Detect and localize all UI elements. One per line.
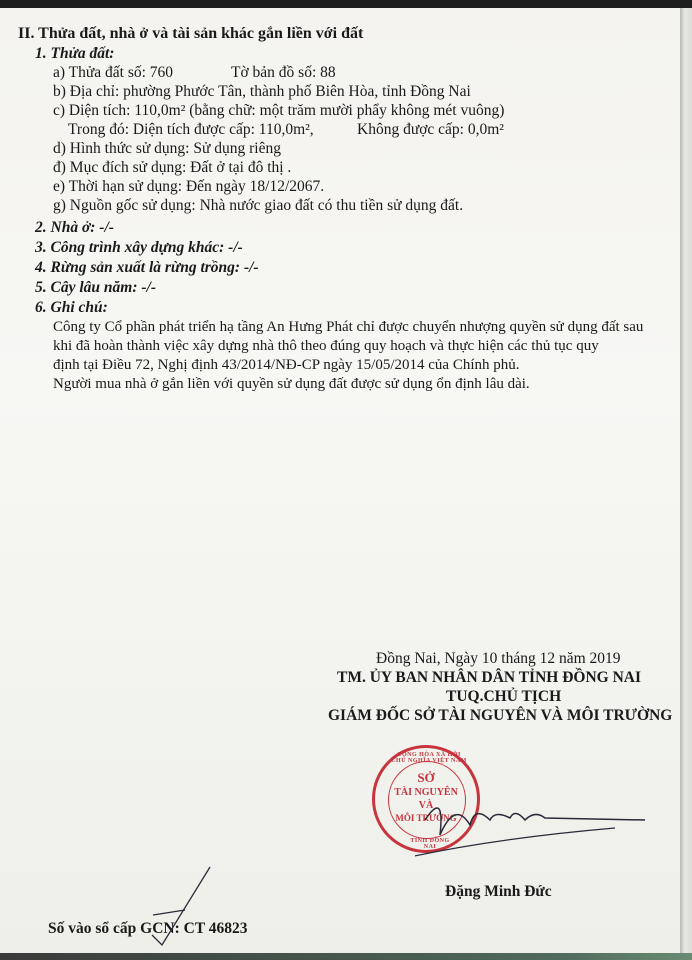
land-heading: 1. Thửa đất: xyxy=(35,45,115,62)
authority-line-3: GIÁM ĐỐC SỞ TÀI NGUYÊN VÀ MÔI TRƯỜNG xyxy=(328,707,673,724)
area: c) Diện tích: 110,0m² (bằng chữ: một trăm mười phẩy không mét vuông) xyxy=(53,102,505,119)
note-line: khi đã hoàn thành việc xây dựng nhà thô theo đúng quy hoạch và thực hiện các thủ tục quy xyxy=(53,338,599,354)
page-fold-edge xyxy=(680,8,692,953)
house-item: 2. Nhà ở: -/- xyxy=(35,219,114,236)
parcel-number: a) Thửa đất số: 760 xyxy=(53,64,174,81)
note-line: Người mua nhà ở gắn liền với quyền sử dụng đất được sử dụng ổn định lâu dài. xyxy=(53,376,530,392)
production-forest-item: 4. Rừng sản xuất là rừng trồng: -/- xyxy=(35,259,259,276)
date-line: Đồng Nai, Ngày 10 tháng 12 năm 2019 xyxy=(376,650,621,667)
seal-line: TÀI NGUYÊN xyxy=(394,787,458,798)
note-line: Công ty Cổ phần phát triển hạ tầng An Hưng Phát chỉ được chuyển nhượng quyền sử dụng đất sau xyxy=(53,319,644,335)
usage-origin: g) Nguồn gốc sử dụng: Nhà nước giao đất có thu tiền sử dụng đất. xyxy=(53,197,464,214)
perennial-trees-item: 5. Cây lâu năm: -/- xyxy=(35,279,156,296)
address: b) Địa chỉ: phường Phước Tân, thành phố Biên Hòa, tỉnh Đồng Nai xyxy=(53,83,471,100)
usage-purpose: đ) Mục đích sử dụng: Đất ở tại đô thị . xyxy=(53,159,292,176)
map-sheet-number: Tờ bản đồ số: 88 xyxy=(231,64,336,81)
section-title: II. Thửa đất, nhà ở và tài sản khác gắn liền với đất xyxy=(18,25,364,42)
area-granted: Trong đó: Diện tích được cấp: 110,0m², xyxy=(68,121,314,138)
signature-icon xyxy=(415,780,655,860)
authority-line-2: TUQ.CHỦ TỊCH xyxy=(446,688,562,705)
signer-name: Đặng Minh Đức xyxy=(445,883,552,900)
area-not-granted: Không được cấp: 0,0m² xyxy=(357,121,504,138)
usage-form: d) Hình thức sử dụng: Sử dụng riêng xyxy=(53,140,281,157)
seal-line: MÔI TRƯỜNG xyxy=(395,813,457,823)
other-construction-item: 3. Công trình xây dựng khác: -/- xyxy=(35,239,243,256)
seal-ring-bottom-text: TỈNH ĐỒNG NAI xyxy=(410,838,450,850)
handwritten-check-mark-icon xyxy=(150,865,220,950)
notes-heading: 6. Ghi chú: xyxy=(35,299,108,316)
seal-ring-top-text: CỘNG HÒA XÃ HỘI CHỦ NGHĨA VIỆT NAM xyxy=(391,752,467,764)
photo-bottom-edge xyxy=(0,953,692,960)
authority-line-1: TM. ỦY BAN NHÂN DÂN TỈNH ĐỒNG NAI xyxy=(337,669,641,686)
seal-line: SỞ xyxy=(417,770,435,785)
registry-number: Số vào sổ cấp GCN: CT 46823 xyxy=(48,920,248,937)
seal-line: VÀ xyxy=(418,800,434,811)
note-line: định tại Điều 72, Nghị định 43/2014/NĐ-CP ngày 15/05/2014 của Chính phủ. xyxy=(53,357,520,373)
usage-term: e) Thời hạn sử dụng: Đến ngày 18/12/2067. xyxy=(53,178,325,195)
